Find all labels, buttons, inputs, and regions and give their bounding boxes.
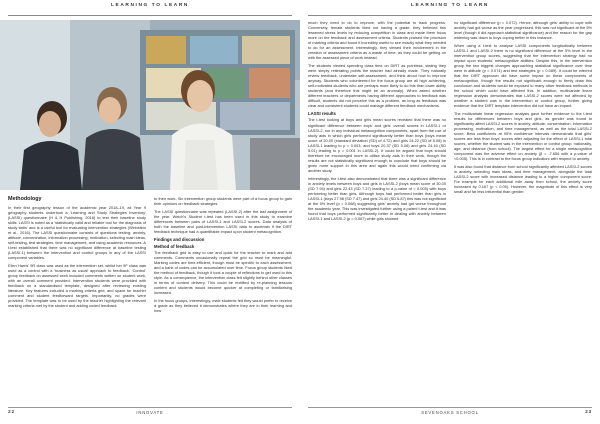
paragraph: to their work. Six intervention group students were part of a focus group to gain their opinions on feedback strategies. bbox=[154, 196, 292, 207]
left-footer-rule bbox=[8, 407, 292, 408]
right-running-head: LEARNING TO LEARN bbox=[410, 3, 489, 8]
method-of-feedback-subheading: Method of feedback bbox=[154, 243, 195, 249]
paragraph: The t-test looking at boys and girls mean scores revealed that there was no significant difference between boys’ and girls’ overall scores in LASSI-1 or LASSI-2, nor in any individual metacognition components, apart from the use of study aids in which girls performed significantly better than boys (boys mean score of 20.00 (standard deviation (SD) of 4.72) and girls 24.22 (SD of 5.08) in LASSI-1 leading to p = 0.003, and boys 20.37 (SD 5.06) and girls 24.16 (SD 5.01) leading to p = 0.001 in LASSI-2). It could be argued that boys should therefore be encouraged more to utilise study aids in their work, though the results are not statistically significant enough to conclude that boys should be given more support in this area and again this would need confirming via another study. bbox=[308, 117, 446, 173]
paragraph: much they need to do to improve, with the potential to track progress. Conversely, female students liked not having a grade, they believed this lessened stress levels by reducing competition in class and made them focus more on the feedback and assessment criteria. Students praised the provision of marking criteria and found it incredibly useful to see exactly what they needed to do for an assessment. Interestingly, they viewed their involvement in the creation of assessment criteria as a waste of time, as they could be getting on with the assessed piece of work instead. bbox=[308, 20, 446, 61]
right-page-number: 23 bbox=[585, 410, 592, 415]
left-running-head: LEARNING TO LEARN bbox=[110, 3, 189, 8]
left-top-rule bbox=[8, 15, 292, 16]
paragraph: The LASSI questionnaire was repeated (LASSI-2) after the last assignment of the year. Welch’s Student t-test has been used in this study to examine differences between pairs of LASSI-1 and LASSI-2 scores. Data analysis of both the baseline and post-intervention LASSI data to ascertain if the DIRT feedback technique had a quantifiable impact upon student metacognition. bbox=[154, 208, 292, 234]
paragraph: no significant difference (p = 0.072). Hence, although girls’ ability to cope with anxiety had got worse as the year progressed, this was not significant at the 5% level (though it did approach statistical significance) and the reason for the gap widening was down to boys coping better in this instance. bbox=[454, 20, 592, 41]
left-column-1 bbox=[8, 196, 146, 311]
classroom-photo-illustration bbox=[0, 20, 300, 190]
lassi-results-heading: LASSI results bbox=[308, 110, 336, 116]
paragraph: When using a t-test to analyse LASSI components longitudinally between LASSI-1 and LASSI-2 there is no significant difference at the 5% level in the intervention group scores, suggesting that the intervention strategy had no impact upon students’ metacognitive abilities. Despite this, in the intervention group the two biggest changes approaching statistical significance over time were in attitude (p = 0.074) and test strategies (p = 0.089). It could be inferred that the DIRT approach did have some impact on these components of metacognition, though the results not significant enough to firmly draw this conclusion and students would be exposed to many other feedback methods in the school which could have affected this. In addition, multivariate linear regression analysis demonstrates that LASSI-2 scores were not affected by whether a student was in the intervention or control group, further giving evidence that the DIRT template intervention did not have an impact. bbox=[454, 42, 592, 109]
paragraph: It was also found that distance from school significantly affected LASSI-2 scores in anxiety, selecting main ideas, and time management, alongside the total LASSI-2 score with increased distance leading to a higher component score. For example for each additional mile away from school, the anxiety score increased by 0.167 (p < 0.05). However, the magnitude of this effect is very small and far less influential than gender. bbox=[454, 164, 592, 195]
right-column-1 bbox=[308, 20, 446, 224]
right-footer-title: SEVENOAKS SCHOOL bbox=[421, 410, 479, 415]
right-column-2 bbox=[454, 20, 592, 197]
right-top-rule bbox=[308, 15, 592, 16]
left-page-number: 22 bbox=[8, 410, 15, 415]
findings-heading: Findings and discussion bbox=[154, 236, 205, 242]
paragraph: Interestingly, the t-test also demonstrated that there was a significant difference in anxiety levels between boys and girls in LASSI-2 (boys mean score of 30.00 (SD 7.94) and girls 22.43 (SD 7.37) leading to a p-value of < 0.005) with boys performing better than girls. Although boys had performed better than girls in LASSI-1 (boys 27.98 (SD 7.47) and girls 24.40 (SD 6.87) this was not significant at the 5% level (p = 0.068) suggesting girls’ anxiety had got worse throughout the academic year. This was investigated further using a paired t-test and it was found that boys performed significantly better in dealing with anxiety between LASSI-1 and LASSI-2 (p = 0.007) while girls showed bbox=[308, 175, 446, 221]
paragraph: In the focus groups, interestingly, male students felt they would prefer to receive a grade as they believed it demonstrates where they are in their learning and how bbox=[154, 298, 292, 314]
paragraph: The students viewed spending class time on DIRT as pointless, stating they were simply reiterating points the teacher had already made. They naturally review feedback, undertake self-assessment, and think about how to improve anyway. Students who volunteered for the focus group are all high achieving, self-motivated students who are perhaps more likely to do this than lower ability students (and therefore this might be an anomaly). When asked whether different teachers or departments having different approaches to feedback was difficult, students did not perceive this as a problem, as long as feedback was clear and consistent students could manage different feedback mechanisms. bbox=[308, 62, 446, 109]
paragraph: In their first geography lesson of the academic year 2018–19, all Year 9 geography students undertook a ‘Learning and Study Strategies Inventory’ (LASSI) questionnaire (H & H Publishing, 2016) to test their baseline study skills. LASSI is noted as a ‘statistically valid and reliable tool for the diagnosis of study skills’ and is a useful tool for evaluating intervention strategies (Weinstein et al., 2016). The LASSI questionnaire consists of questions testing: anxiety, attitude, concentration, information processing, motivation, selecting main ideas, self-testing, test strategies, time management, and using academic resources. A t-test established that there was no significant difference at baseline testing (LASSI-1) between the intervention and control groups in any of the LASSI component variables. bbox=[8, 204, 146, 260]
methodology-heading: Methodology bbox=[8, 196, 42, 202]
classroom-photo bbox=[0, 20, 300, 190]
right-footer-rule bbox=[308, 407, 592, 408]
paragraph: The feedback grid is easy to use and quick for the teacher to mark and add comments. Comments occasionally repeat the grid so must be meaningful. Marking codes are time-efficient, though must be specific to each assessment, and a bank of codes can be accumulated over time. Focus group students liked the method of feedback, though it took a couple of reflections to get used to this style. As a consequence, the intervention class felt slightly behind other classes in terms of content delivery. This could be rectified by re-planning lessons content and students would become quicker at completing or familiarising increased. bbox=[154, 250, 292, 296]
left-footer-title: INNOVATE bbox=[136, 410, 164, 415]
left-column-2 bbox=[154, 196, 292, 316]
paragraph: The multivariate linear regression analysis gave further evidence to the t-test results for differences between boys and girls, as gender was found to significantly affect LASSI-2 scores in anxiety, attitude, concentration, information processing, motivation, and time management, as well as the total LASSI-2 score. Beta coefficients at 95% confidence intervals demonstrate that girls’ scores are less than boys’ scores after adjusting for the effect of LASSI-1 total scores, whether the student was in the intervention or control group, nationality, age, and distance (from school). The largest effect for a single metacognition component was the adverse effect on anxiety (β = -7.656 with a p-value of <0.005). This is in contrast to the focus group indicators with respect to anxiety. bbox=[454, 110, 592, 162]
paragraph: Ellen Harris’ 9R class was used as the intervention set, whilst her 9F class was used as a control with a ‘business as usual’ approach to feedback. ‘Control’ group feedback on assessed work included comments written on student work, with an overall comment provided. Intervention students were provided with feedback on a standardised template, designed after reviewing existing literature. Key features included a marking criteria grid, and space for teacher comment and student feedforward targets. Importantly, no grades were provided. The template was to be used by the teacher highlighting the relevant marking criteria met by the student and adding coded feedback bbox=[8, 262, 146, 308]
right-page bbox=[300, 0, 600, 424]
